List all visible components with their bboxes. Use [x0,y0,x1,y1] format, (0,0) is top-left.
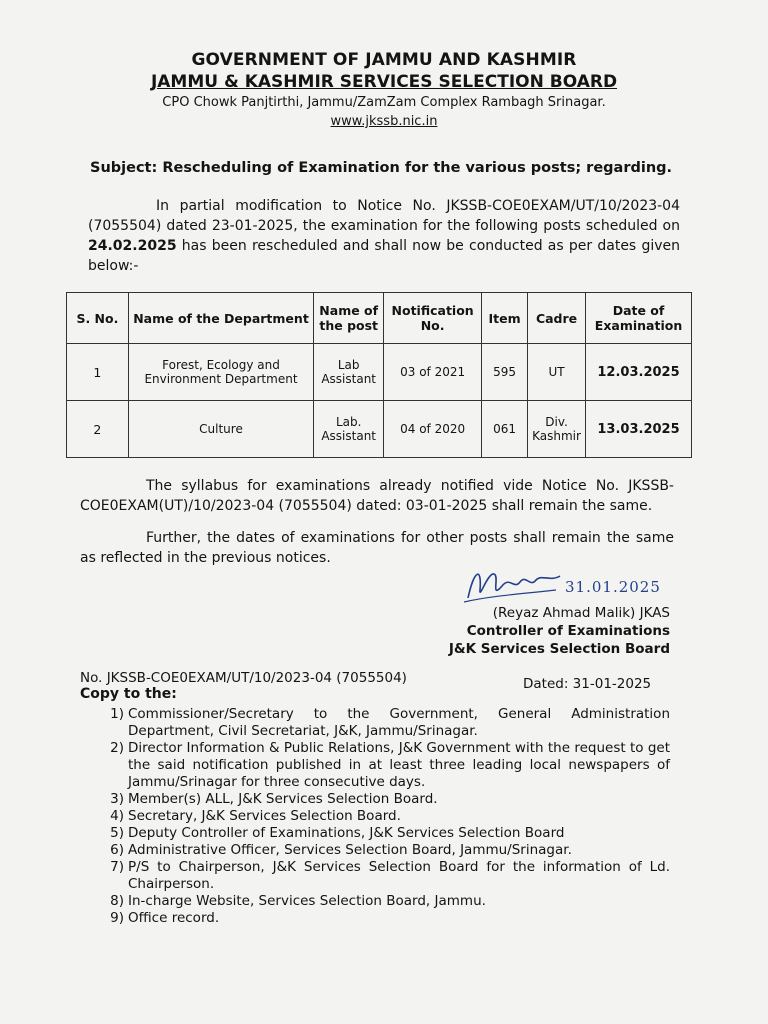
cell-cadre: UT [528,344,586,401]
col-header: S. No. [67,293,129,344]
copy-list [80,706,670,927]
cell-item: 061 [482,401,528,458]
header-website-link[interactable]: www.jkssb.nic.in [330,114,438,129]
list-item: 2) Director Information & Public Relations, J&K Government with the request to get the said notification published in at least three leading local newspapers of Jammu/Srinagar for three consecutive days. [110,740,670,790]
cell-sno: 1 [67,344,129,401]
issue-date: Dated: 31-01-2025 [523,676,652,692]
col-header: Notification No. [384,293,482,344]
further-paragraph [80,528,674,568]
table-row [67,401,692,458]
signatory-org: J&K Services Selection Board [448,641,670,657]
cell-exam-date: 12.03.2025 [586,344,692,401]
header-government: GOVERNMENT OF JAMMU AND KASHMIR [191,50,577,70]
intro-text-after: has been rescheduled and shall now be conducted as per dates given below:- [88,238,680,274]
intro-bold-date: 24.02.2025 [88,238,177,254]
reference-number: No. JKSSB-COE0EXAM/UT/10/2023-04 (7055504) [80,670,407,686]
list-item: 5) Deputy Controller of Examinations, J&K Services Selection Board [110,825,565,841]
cell-department: Forest, Ecology and Environment Department [128,344,313,401]
signature-block [430,604,670,658]
intro-text-before: In partial modification to Notice No. JKSSB-COE0EXAM/UT/10/2023-04 (7055504) dated 23-01-2025, the examination for the following posts scheduled on [88,198,680,234]
further-text: Further, the dates of examinations for other posts shall remain the same as reflected in the previous notices. [80,530,674,566]
cell-sno: 2 [67,401,129,458]
list-item: 6) Administrative Officer, Services Selection Board, Jammu/Srinagar. [110,842,572,858]
signature-scrawl [460,560,570,610]
cell-notification: 04 of 2020 [384,401,482,458]
col-header: Cadre [528,293,586,344]
syllabus-text: The syllabus for examinations already notified vide Notice No. JKSSB-COE0EXAM(UT)/10/2023-04 (7055504) dated: 03-01-2025 shall remain the same. [80,478,674,514]
signature-handwritten-date: 31.01.2025 [565,578,661,596]
list-item: 1) Commissioner/Secretary to the Government, General Administration Department, Civil Secretariat, J&K, Jammu/Srinagar. [110,706,670,739]
col-header: Date of Examination [586,293,692,344]
table-row [67,344,692,401]
cell-department: Culture [128,401,313,458]
col-header: Name of the Department [128,293,313,344]
syllabus-paragraph [80,476,674,516]
list-item: 8) In-charge Website, Services Selection Board, Jammu. [110,893,486,909]
cell-notification: 03 of 2021 [384,344,482,401]
cell-post: Lab. Assistant [314,401,384,458]
list-item: 3) Member(s) ALL, J&K Services Selection Board. [110,791,438,807]
signatory-title: Controller of Examinations [466,623,670,639]
header-address: CPO Chowk Panjtirthi, Jammu/ZamZam Complex Rambagh Srinagar. [162,95,606,110]
table-header-row [67,293,692,344]
col-header: Name of the post [314,293,384,344]
signatory-name: (Reyaz Ahmad Malik) JKAS [492,605,670,621]
copy-to-label: Copy to the: [80,686,177,702]
cell-exam-date: 13.03.2025 [586,401,692,458]
cell-post: Lab Assistant [314,344,384,401]
cell-cadre: Div. Kashmir [528,401,586,458]
header-board: JAMMU & KASHMIR SERVICES SELECTION BOARD [150,72,618,92]
list-item: 4) Secretary, J&K Services Selection Board. [110,808,401,824]
list-item: 9) Office record. [110,910,220,926]
subject-line: Subject: Rescheduling of Examination for the various posts; regarding. [90,160,673,176]
list-item: 7) P/S to Chairperson, J&K Services Selection Board for the information of Ld. Chairperson. [110,859,670,892]
col-header: Item [482,293,528,344]
exam-schedule-table [66,292,692,458]
intro-paragraph [88,196,680,276]
cell-item: 595 [482,344,528,401]
